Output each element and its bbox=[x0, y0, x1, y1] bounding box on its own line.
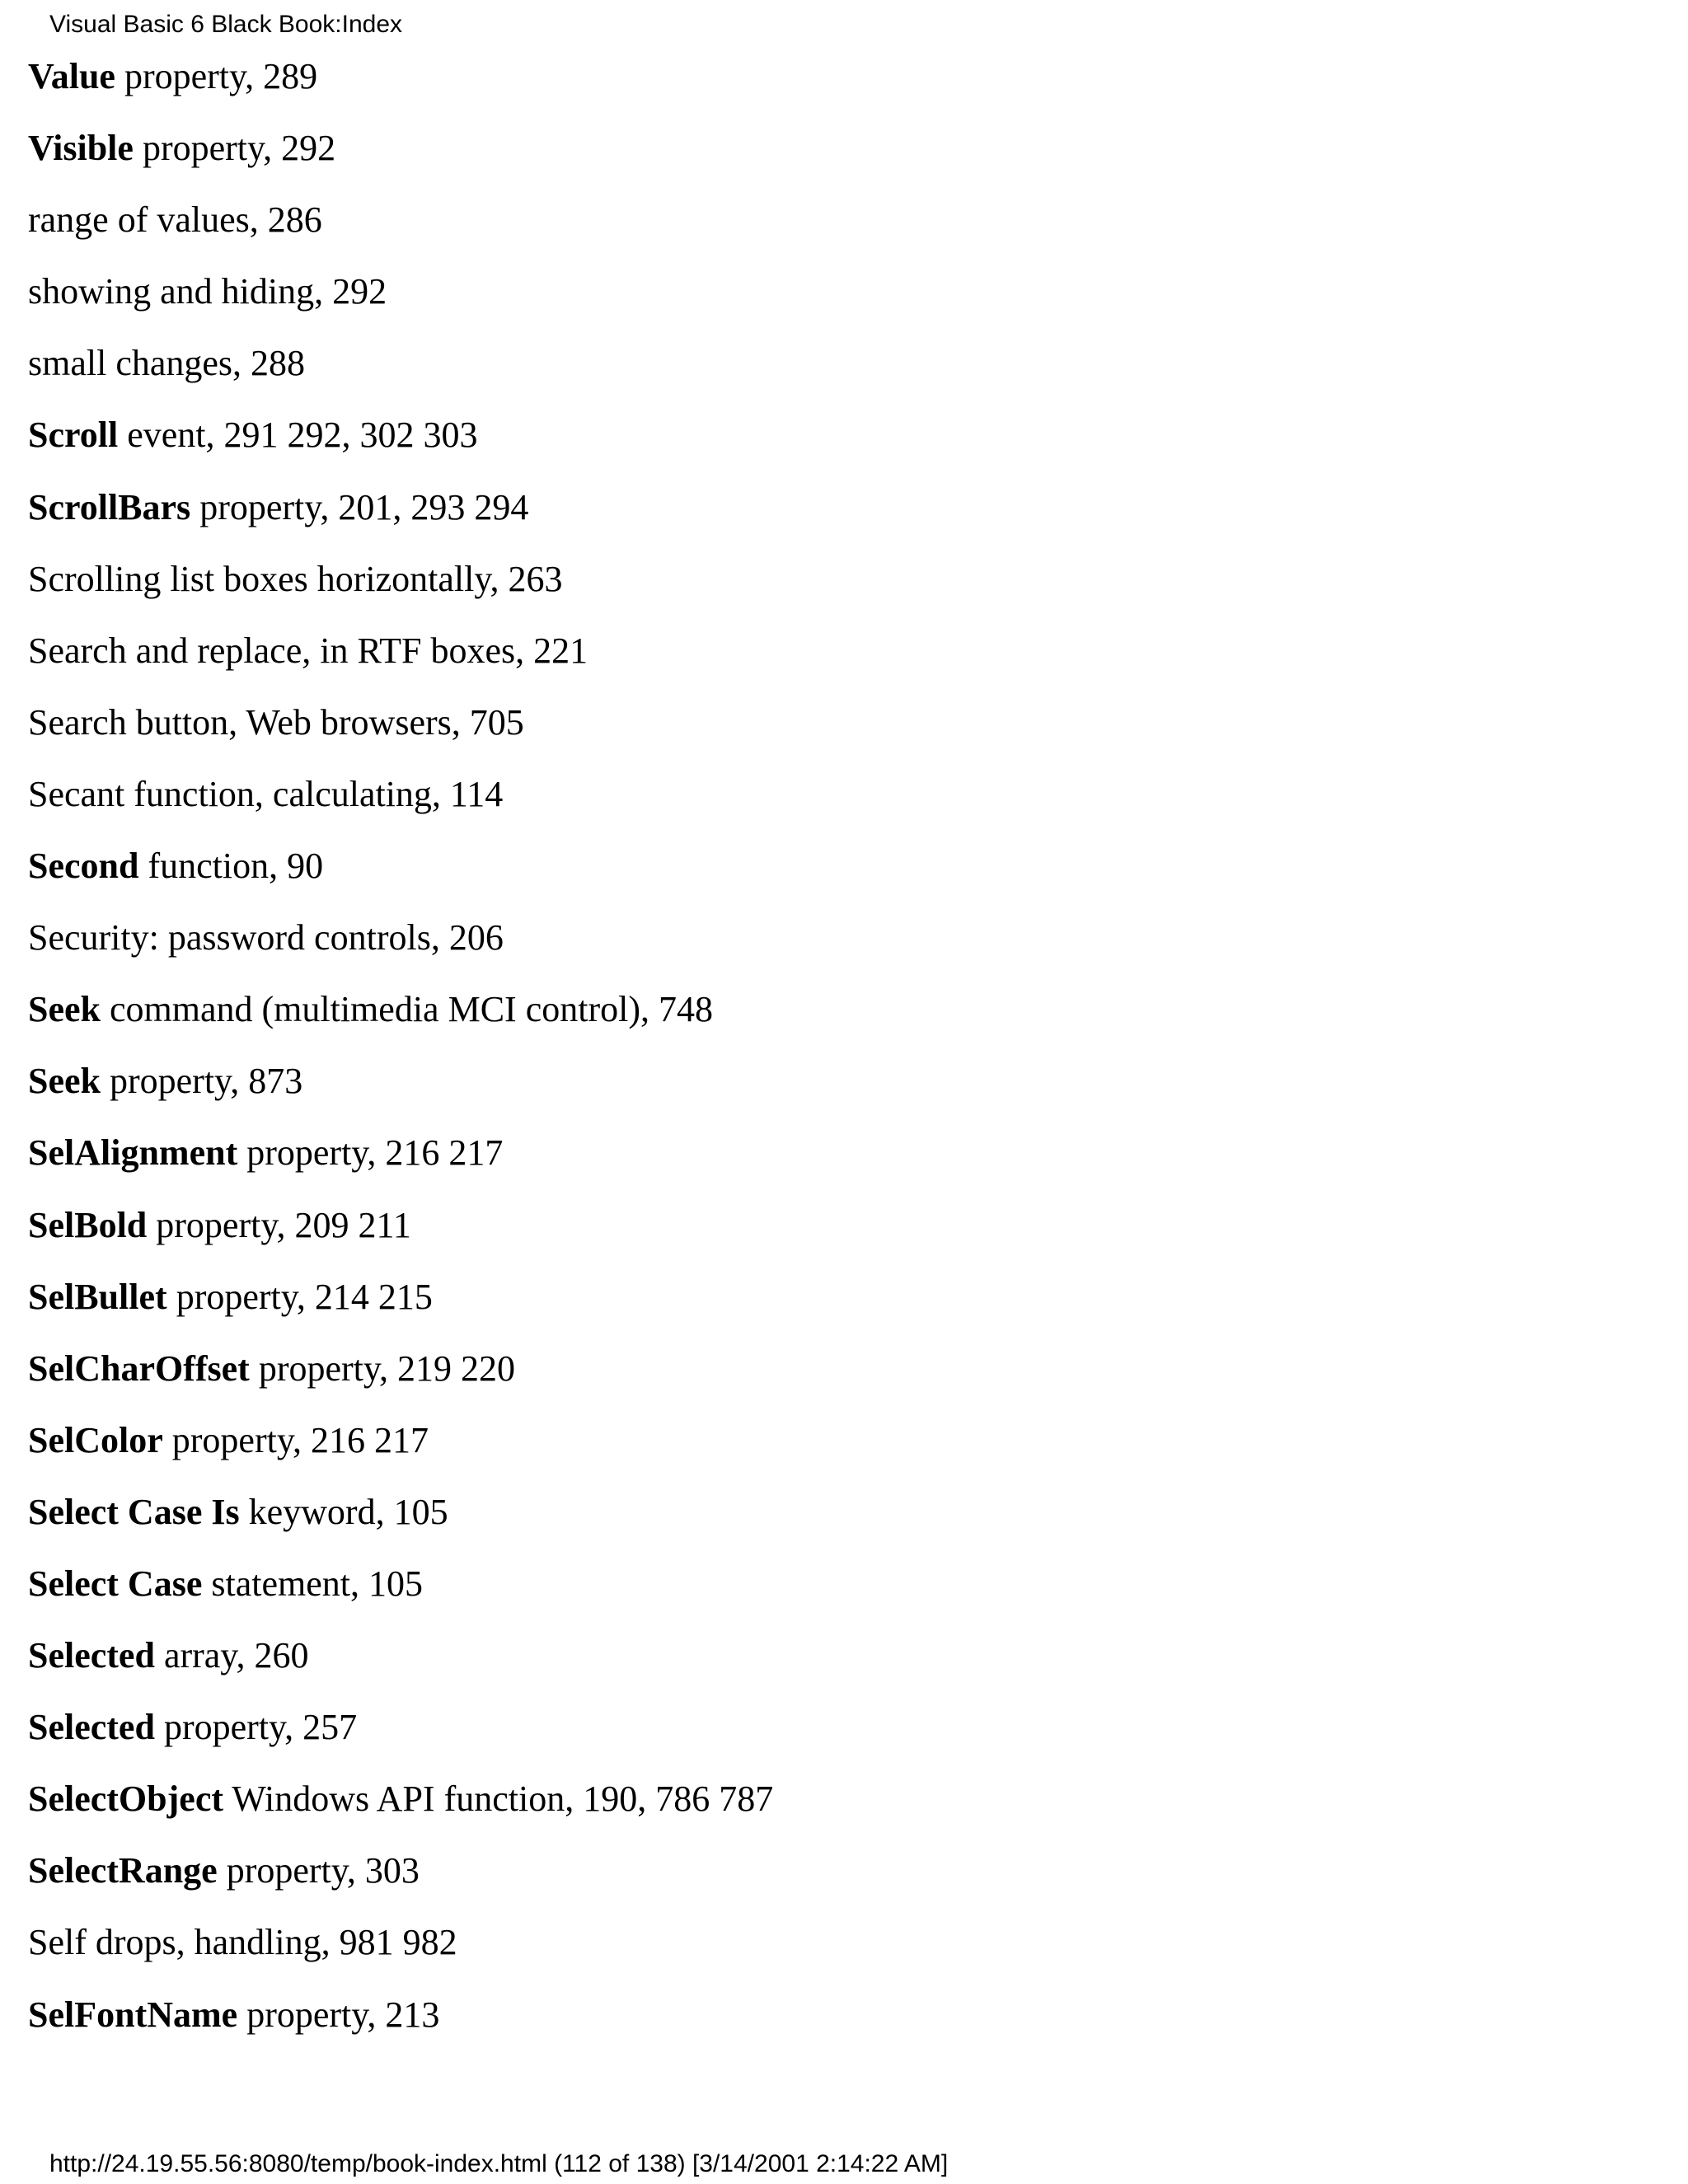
index-entry-text: Secant function, calculating, 114 bbox=[28, 773, 504, 814]
index-term: Seek bbox=[28, 989, 101, 1030]
index-term: SelectRange bbox=[28, 1850, 218, 1891]
index-entry-text: range of values, 286 bbox=[28, 199, 322, 241]
index-entry-text: event, 291 292, 302 303 bbox=[118, 415, 478, 456]
index-entry bbox=[28, 984, 773, 1056]
index-entry-text: statement, 105 bbox=[202, 1563, 423, 1604]
index-entry bbox=[28, 338, 773, 410]
index-entry-text: Search button, Web browsers, 705 bbox=[28, 701, 524, 743]
index-entry-text: Security: password controls, 206 bbox=[28, 917, 504, 958]
index-term: Selected bbox=[28, 1635, 155, 1676]
index-entry bbox=[28, 1415, 773, 1487]
index-entry-text: function, 90 bbox=[138, 846, 324, 887]
index-entry-text: property, 214 215 bbox=[166, 1276, 433, 1317]
index-entry-text: keyword, 105 bbox=[239, 1491, 448, 1532]
index-entry bbox=[28, 1702, 773, 1774]
index-entry bbox=[28, 912, 773, 984]
index-entry bbox=[28, 626, 773, 697]
index-entry-text: Search and replace, in RTF boxes, 221 bbox=[28, 630, 588, 671]
index-term: Visible bbox=[28, 128, 134, 169]
index-entry bbox=[28, 194, 773, 266]
index-entry-text: Windows API function, 190, 786 787 bbox=[223, 1779, 774, 1820]
index-entry bbox=[28, 123, 773, 194]
index-entry-text: array, 260 bbox=[154, 1635, 309, 1676]
index-entry-text: command (multimedia MCI control), 748 bbox=[101, 989, 713, 1030]
index-term: ScrollBars bbox=[28, 486, 191, 527]
index-term: SelColor bbox=[28, 1419, 163, 1460]
index-entry bbox=[28, 841, 773, 912]
index-entry-text: property, 216 217 bbox=[162, 1419, 429, 1460]
index-entry-text: property, 289 bbox=[115, 56, 318, 96]
index-entry bbox=[28, 1487, 773, 1558]
index-entry bbox=[28, 1774, 773, 1845]
index-entry bbox=[28, 1343, 773, 1415]
index-entry bbox=[28, 51, 773, 123]
index-entry bbox=[28, 1272, 773, 1343]
index-entry bbox=[28, 410, 773, 481]
index-term: SelBold bbox=[28, 1204, 148, 1245]
index-entry-text: property, 201, 293 294 bbox=[190, 486, 529, 527]
index-term: Scroll bbox=[28, 415, 119, 456]
index-term: Select Case Is bbox=[28, 1491, 240, 1532]
index-entry bbox=[28, 1630, 773, 1702]
index-entry bbox=[28, 1200, 773, 1272]
index-entry bbox=[28, 482, 773, 554]
index-entry-text: property, 257 bbox=[154, 1707, 358, 1748]
index-entry bbox=[28, 1917, 773, 1989]
index-term: SelCharOffset bbox=[28, 1347, 250, 1389]
index-entry-text: property, 209 211 bbox=[147, 1204, 411, 1245]
index-term: Second bbox=[28, 846, 139, 887]
index-entry bbox=[28, 1990, 773, 2061]
index-term: Select Case bbox=[28, 1563, 203, 1604]
page-header: Visual Basic 6 Black Book:Index bbox=[49, 11, 403, 38]
index-term: SelectObject bbox=[28, 1779, 223, 1820]
index-entry-text: small changes, 288 bbox=[28, 343, 306, 384]
index-entry-text: property, 219 220 bbox=[249, 1347, 516, 1389]
index-entry-text: showing and hiding, 292 bbox=[28, 271, 387, 312]
index-entry-text: property, 873 bbox=[101, 1061, 303, 1102]
index-entry bbox=[28, 1127, 773, 1199]
index-term: Value bbox=[28, 56, 115, 96]
index-entry-text: Scrolling list boxes horizontally, 263 bbox=[28, 558, 563, 599]
index-entry bbox=[28, 1558, 773, 1630]
page-footer: http://24.19.55.56:8080/temp/book-index.html (112 of 138) [3/14/2001 2:14:22 AM] bbox=[49, 2150, 949, 2177]
index-term: Seek bbox=[28, 1061, 101, 1102]
index-entry-text: property, 292 bbox=[133, 128, 336, 169]
index-entry bbox=[28, 554, 773, 626]
index-entry-text: property, 303 bbox=[217, 1850, 420, 1891]
index-entry bbox=[28, 1056, 773, 1127]
index-entry-text: property, 216 217 bbox=[237, 1132, 504, 1174]
index-term: SelAlignment bbox=[28, 1132, 238, 1174]
index-term: SelFontName bbox=[28, 1994, 238, 2035]
index-entry bbox=[28, 266, 773, 338]
index-entry bbox=[28, 1845, 773, 1917]
index-entry-text: property, 213 bbox=[237, 1994, 440, 2035]
index-entry bbox=[28, 769, 773, 841]
index-list bbox=[28, 51, 773, 2061]
index-term: SelBullet bbox=[28, 1276, 167, 1317]
index-term: Selected bbox=[28, 1707, 155, 1748]
index-entry bbox=[28, 697, 773, 769]
index-entry-text: Self drops, handling, 981 982 bbox=[28, 1922, 457, 1963]
